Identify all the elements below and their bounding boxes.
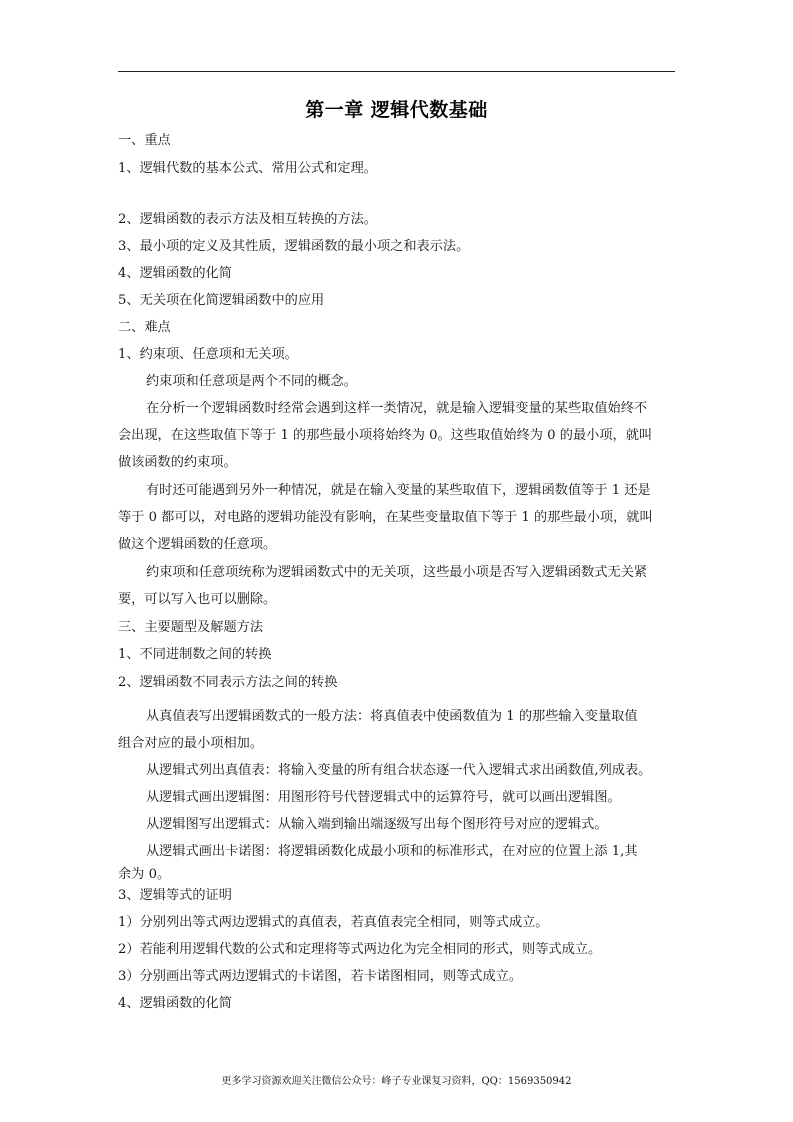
text-line: 做该函数的约束项。 [118,455,237,470]
text-line: 4、逻辑函数的化简 [118,996,232,1011]
chapter-title: 第一章 逻辑代数基础 [305,99,488,121]
text-line: 要，可以写入也可以删除。 [118,592,277,607]
text-line: 会出现，在这些取值下等于 1 的那些最小项将始终为 0。这些取值始终为 0 的最小项，就叫 [118,428,653,443]
text-line: 1、约束项、任意项和无关项。 [118,347,298,362]
text-line: 约束项和任意项统称为逻辑函数式中的无关项，这些最小项是否写入逻辑函数式无关紧 [146,565,648,580]
text-line: 从逻辑式画出卡诺图：将逻辑函数化成最小项和的标准形式，在对应的位置上添 1,其 [146,844,638,859]
text-line: 3、逻辑等式的证明 [118,888,232,903]
text-line: 2、逻辑函数不同表示方法之间的转换 [118,675,338,690]
text-line: 余为 0。 [118,867,171,882]
text-line: 组合对应的最小项相加。 [118,736,264,751]
text-line: 在分析一个逻辑函数时经常会遇到这样一类情况，就是输入逻辑变量的某些取值始终不 [146,401,648,416]
text-line: 等于 0 都可以，对电路的逻辑功能没有影响，在某些变量取值下等于 1 的那些最小项，就叫 [118,510,653,525]
text-line: 从逻辑式列出真值表：将输入变量的所有组合状态逐一代入逻辑式求出函数值,列成表。 [146,763,652,778]
text-line: 从逻辑图写出逻辑式：从输入端到输出端逐级写出每个图形符号对应的逻辑式。 [146,817,608,832]
text-line: 1）分别列出等式两边逻辑式的真值表，若真值表完全相同，则等式成立。 [118,915,549,930]
text-line: 从真值表写出逻辑函数式的一般方法：将真值表中使函数值为 1 的那些输入变量取值 [146,709,638,724]
text-line: 3、最小项的定义及其性质，逻辑函数的最小项之和表示法。 [118,239,470,254]
text-line: 1、不同进制数之间的转换 [118,647,272,662]
text-line: 一、重点 [118,133,171,148]
text-line: 有时还可能遇到另外一种情况，就是在输入变量的某些取值下，逻辑函数值等于 1 还是 [146,483,651,498]
text-line: 二、难点 [118,320,171,335]
text-line: 三、主要题型及解题方法 [118,620,264,635]
text-line: 1、逻辑代数的基本公式、常用公式和定理。 [118,161,377,176]
text-line: 2、逻辑函数的表示方法及相互转换的方法。 [118,212,377,227]
text-line: 做这个逻辑函数的任意项。 [118,537,277,552]
header-rule [118,71,675,72]
text-line: 约束项和任意项是两个不同的概念。 [146,374,357,389]
text-line: 3）分别画出等式两边逻辑式的卡诺图，若卡诺图相同，则等式成立。 [118,969,523,984]
text-line: 2）若能利用逻辑代数的公式和定理将等式两边化为完全相同的形式，则等式成立。 [118,942,602,957]
text-line: 从逻辑式画出逻辑图：用图形符号代替逻辑式中的运算符号，就可以画出逻辑图。 [146,790,621,805]
text-line: 5、无关项在化简逻辑函数中的应用 [118,293,325,308]
page-footer: 更多学习资源欢迎关注微信公众号：峰子专业课复习资料，QQ：1569350942 [221,1076,572,1087]
text-line: 4、逻辑函数的化简 [118,266,232,281]
